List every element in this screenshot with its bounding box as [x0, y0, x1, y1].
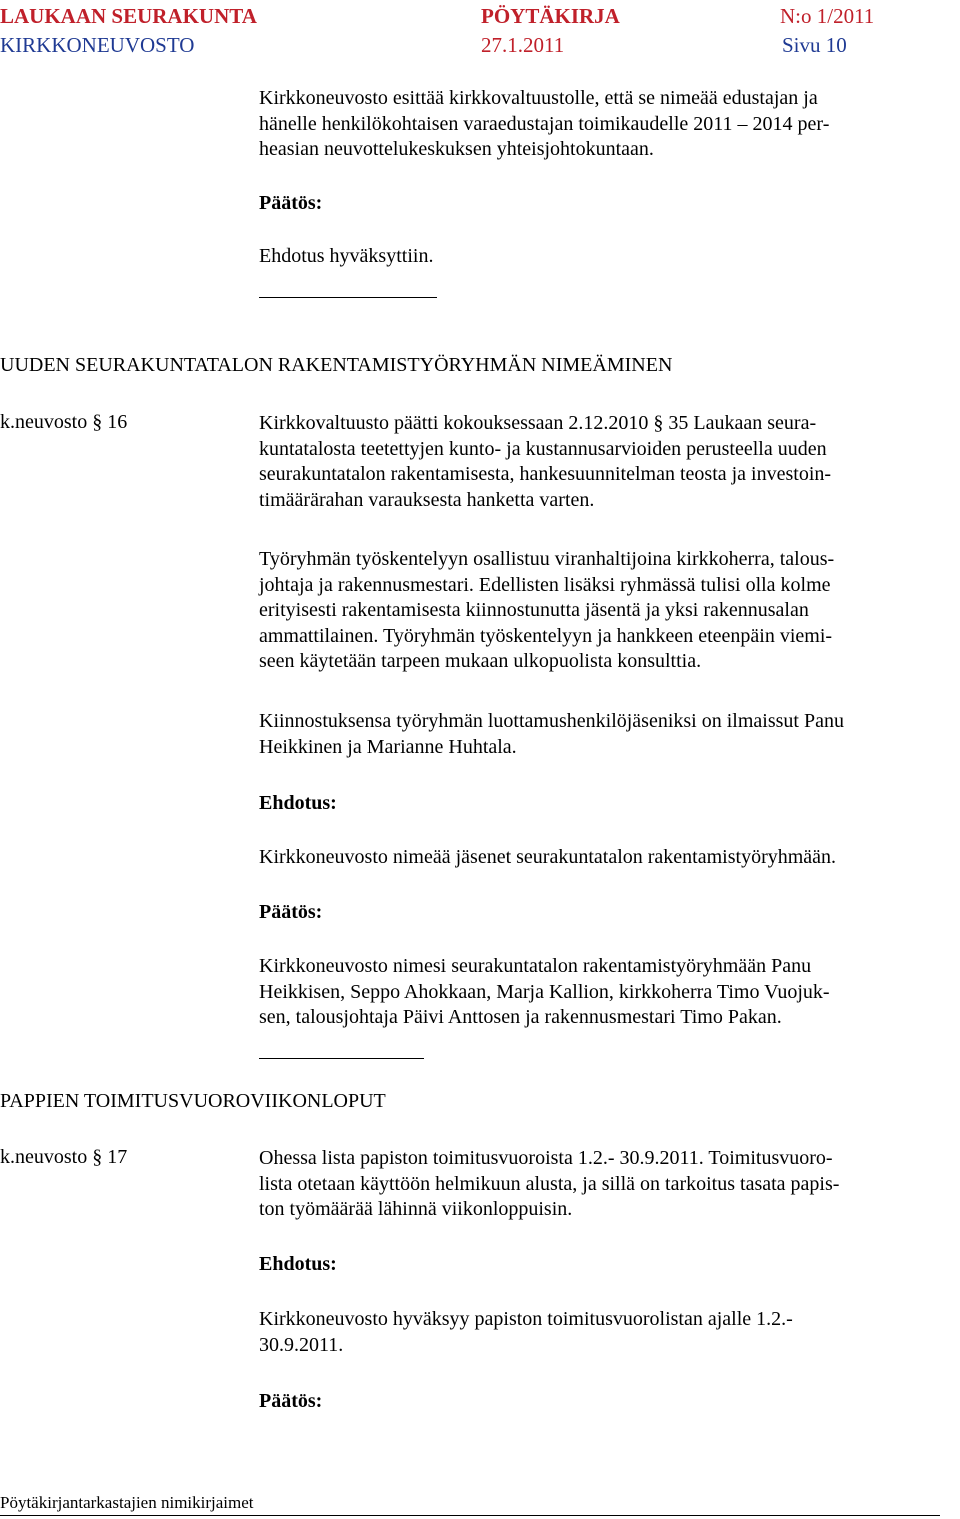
org-name: LAUKAAN SEURAKUNTA: [0, 4, 257, 28]
decision-label: Päätös:: [259, 1390, 323, 1412]
doc-number: N:o 1/2011: [780, 4, 875, 28]
section16-paragraph-1: [259, 411, 949, 513]
footer-text: Pöytäkirjantarkastajien nimikirjaimet: [0, 1493, 254, 1512]
decision-text: [259, 244, 949, 270]
text-line: Kirkkoneuvosto esittää kirkkovaltuustolle, että se nimeää edustajan ja: [259, 87, 818, 109]
section-ref: k.neuvosto § 16: [0, 411, 128, 433]
separator-rule: [259, 297, 437, 298]
text-line: johtaja ja rakennusmestari. Edellisten lisäksi ryhmässä tulisi olla kolme: [259, 573, 831, 596]
text-line: Kirkkoneuvosto nimeää jäsenet seurakuntatalon rakentamistyöryhmään.: [259, 846, 837, 868]
text-line: lista otetaan käyttöön helmikuun alusta, ja sillä on tarkoitus tasata papis-: [259, 1172, 840, 1195]
text-line: Työryhmän työskentelyyn osallistuu viranhaltijoina kirkkoherra, talous-: [259, 548, 835, 570]
section16-decision: [259, 954, 949, 1031]
text-line: ammattilainen. Työryhmän työskentelyyn ja hankkeen eteenpäin viemi-: [259, 624, 833, 647]
text-line: Kirkkovaltuusto päätti kokouksessaan 2.12.2010 § 35 Laukaan seura-: [259, 412, 817, 434]
decision-label: Päätös:: [259, 901, 323, 923]
text-line: ton työmäärää lähinnä viikonloppuisin.: [259, 1198, 573, 1220]
meeting-date: 27.1.2011: [481, 33, 565, 57]
section-heading: UUDEN SEURAKUNTATALON RAKENTAMISTYÖRYHMÄN NIMEÄMINEN: [0, 354, 673, 376]
section17-proposal: [259, 1307, 949, 1358]
page-number: Sivu 10: [782, 33, 847, 57]
section17-paragraph-1: [259, 1146, 949, 1223]
text-line: heasian neuvottelukeskuksen yhteisjohtokuntaan.: [259, 138, 654, 160]
section-ref: k.neuvosto § 17: [0, 1146, 128, 1168]
text-line: seen käytetään tarpeen mukaan ulkopuolista konsulttia.: [259, 650, 702, 672]
separator-rule: [259, 1058, 424, 1059]
text-line: timäärärahan varauksesta hanketta varten.: [259, 488, 595, 511]
text-line: Kiinnostuksensa työryhmän luottamushenkilöjäseniksi on ilmaissut Panu: [259, 710, 844, 732]
proposal-text: [259, 845, 949, 871]
header-row-1: [0, 4, 960, 34]
text-line: Kirkkoneuvosto nimesi seurakuntatalon rakentamistyöryhmään Panu: [259, 955, 812, 977]
proposal-label: Ehdotus:: [259, 1253, 337, 1275]
text-line: Ehdotus hyväksyttiin.: [259, 245, 434, 267]
intro-paragraph: [259, 86, 949, 163]
body-name: KIRKKONEUVOSTO: [0, 33, 195, 57]
text-line: Heikkinen ja Marianne Huhtala.: [259, 735, 517, 758]
text-line: erityisesti rakentamisesta kiinnostunutta jäsentä ja yksi rakennusalan: [259, 599, 809, 621]
text-line: hänelle henkilökohtaisen varaedustajan toimikaudelle 2011 – 2014 per-: [259, 112, 830, 135]
section16-paragraph-2: [259, 547, 949, 675]
text-line: Heikkisen, Seppo Ahokkaan, Marja Kallion, kirkkoherra Timo Vuojuk-: [259, 980, 830, 1003]
proposal-label: Ehdotus:: [259, 792, 337, 814]
section-heading: PAPPIEN TOIMITUSVUOROVIIKONLOPUT: [0, 1090, 386, 1112]
text-line: seurakuntatalon rakentamisesta, hankesuunnitelman teosta ja investoin-: [259, 463, 832, 485]
section16-paragraph-3: [259, 709, 949, 760]
text-line: Kirkkoneuvosto hyväksyy papiston toimitusvuorolistan ajalle 1.2.-: [259, 1308, 793, 1330]
header-row-2: [0, 33, 960, 63]
text-line: kuntatalosta teetettyjen kunto- ja kustannusarvioiden perusteella uuden: [259, 437, 827, 460]
text-line: sen, talousjohtaja Päivi Anttosen ja rakennusmestari Timo Pakan.: [259, 1006, 782, 1028]
text-line: Ohessa lista papiston toimitusvuoroista 1.2.- 30.9.2011. Toimitusvuoro-: [259, 1147, 833, 1169]
doc-type: PÖYTÄKIRJA: [481, 4, 620, 28]
text-line: 30.9.2011.: [259, 1333, 344, 1356]
decision-label: Päätös:: [259, 192, 323, 214]
footer-rule: [0, 1515, 940, 1516]
